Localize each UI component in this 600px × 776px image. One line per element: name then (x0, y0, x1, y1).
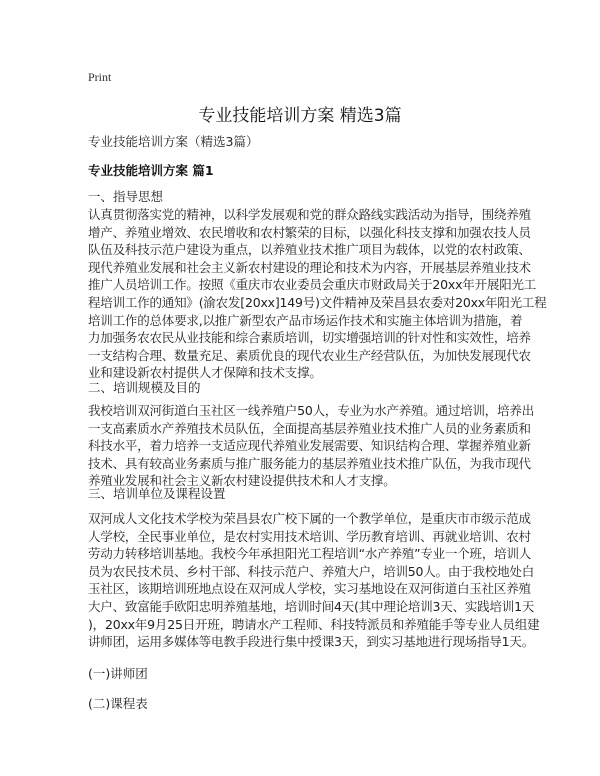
page-title: 专业技能培训方案 精选3篇 (198, 106, 402, 126)
text-line: 推广人员培训工作。按照《重庆市农业委员会重庆市财政局关于20xx年开展阳光工 (88, 277, 537, 293)
subtitle: 专业技能培训方案（精选3篇） (88, 134, 259, 149)
text-line: 劳动力转移培训基地。我校今年承担阳光工程培训“水产养殖”专业一个班，培训人 (88, 546, 532, 562)
text-line: 我校培训双河街道白玉社区一线养殖户50人，专业为水产养殖。通过培训，培养出 (88, 403, 535, 418)
text-line: 增产、养殖业增效、农民增收和农村繁荣的目标，以强化科技支撑和加强农技人员 (88, 224, 531, 240)
text-line: 业和建设新农村提供人才保障和技术支撑。 (88, 365, 322, 381)
text-line: 一支结构合理、数量充足、素质优良的现代农业生产经营队伍，为加快发展现代农 (88, 347, 531, 363)
heading-guiding-ideology: 一、指导思想 (88, 189, 164, 204)
text-line: 人学校，全民事业单位，是农村实用技术培训、学历教育培训、再就业培训、农村 (88, 528, 531, 544)
text-line: 养殖业发展和社会主义新农村建设提供技术和人才支撑。 (88, 473, 396, 489)
text-line: 大户、致富能手欧阳忠明养殖基地，培训时间4天(其中理论培训3天、实践培训1天 (88, 598, 535, 614)
text-line: 程培训工作的通知》(渝农发[20xx]149号)文件精神及荣昌县农委对20xx年阳光工程 (88, 294, 547, 310)
paragraph-3 (88, 510, 540, 651)
text-line: 技术、具有较高业务素质与推广服务能力的基层养殖业技术推广队伍，为我市现代 (88, 455, 531, 471)
text-line: 认真贯彻落实党的精神，以科学发展观和党的群众路线实践活动为指导，围绕养殖 (88, 207, 531, 222)
text-line: 玉社区，该期培训班地点设在双河成人学校，实习基地设在双河街道白玉社区养殖 (88, 581, 531, 597)
text-line: 员为农民技术员、乡村干部、科技示范户、养殖大户，培训50人。由于我校地处白 (88, 563, 535, 579)
heading-lecturer-team: (一)讲师团 (88, 666, 148, 681)
text-line: 力加强务农农民从业技能和综合素质培训，切实增强培训的针对性和实效性，培养 (88, 330, 531, 346)
paragraph-2 (88, 402, 535, 490)
text-line: 培训工作的总体要求,以推广新型农产品市场运作技术和实施主体培训为措施，着 (88, 312, 523, 328)
text-line: 讲师团，运用多媒体等电教手段进行集中授课3天，到实习基地进行现场指导1天。 (88, 634, 535, 650)
section-title: 专业技能培训方案 篇1 (88, 163, 214, 178)
text-line: 一支高素质水产养殖技术员队伍，全面提高基层养殖业技术推广人员的业务素质和 (88, 420, 531, 436)
paragraph-1 (88, 206, 547, 382)
heading-units-courses: 三、培训单位及课程设置 (88, 486, 226, 501)
print-link[interactable]: Print (88, 70, 112, 84)
text-line: 科技水平，着力培养一支适应现代养殖业发展需要、知识结构合理、掌握养殖业新 (88, 438, 531, 454)
text-line: 现代养殖业发展和社会主义新农村建设的理论和技术为内容，开展基层养殖业技术 (88, 259, 531, 275)
text-line: 双河成人文化技术学校为荣昌县农广校下属的一个教学单位，是重庆市市级示范成 (88, 511, 531, 526)
heading-schedule: (二)课程表 (88, 696, 148, 711)
text-line: )，20xx年9月25日开班，聘请水产工程师、科技特派员和养殖能手等专业人员组建 (88, 616, 540, 632)
text-line: 队伍及科技示范户建设为重点，以养殖业技术推广项目为载体，以党的农村政策、 (88, 242, 531, 258)
heading-scale-purpose: 二、培训规模及目的 (88, 380, 201, 395)
